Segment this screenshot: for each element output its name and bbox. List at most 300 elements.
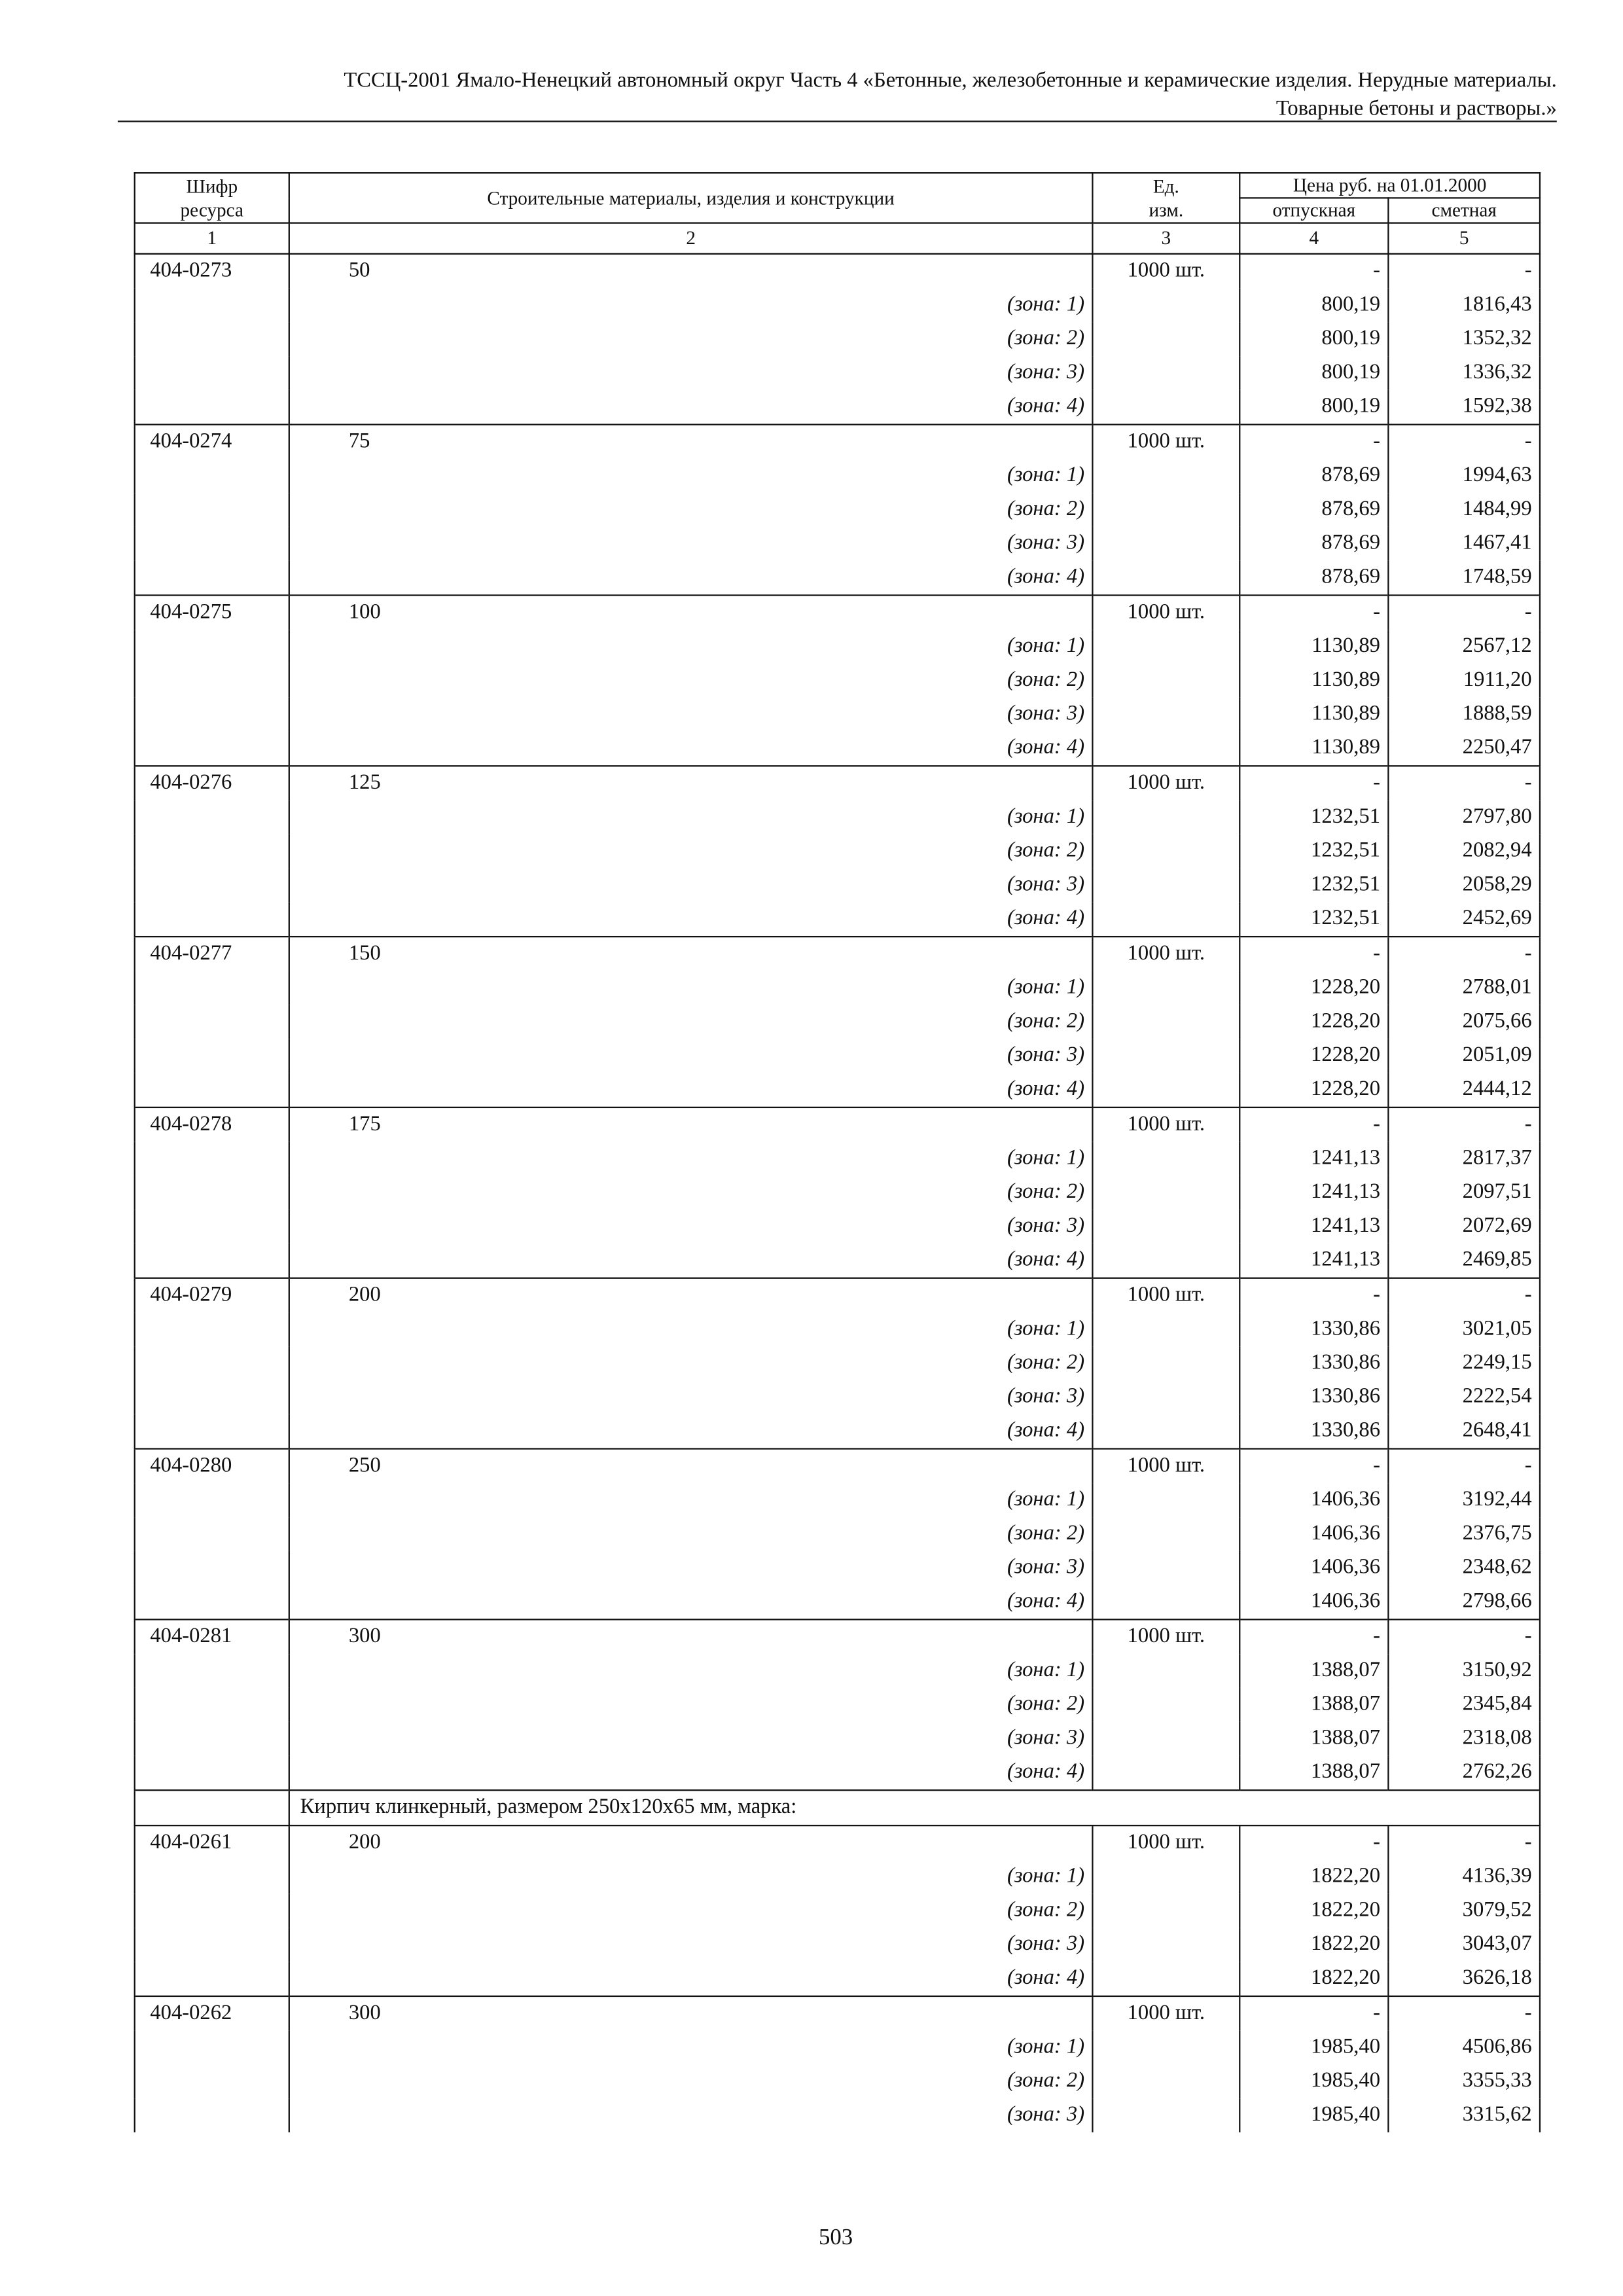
zone-label: (зона: 4) [289, 1414, 1093, 1449]
zone-label: (зона: 2) [289, 1688, 1093, 1722]
resource-unit: 1000 шт. [1092, 1107, 1240, 1142]
code-cell [135, 1585, 289, 1620]
column-header-unit: Ед. изм. [1092, 173, 1240, 223]
code-cell [135, 1244, 289, 1278]
release-price: 1241,13 [1240, 1142, 1388, 1176]
resource-unit: 1000 шт. [1092, 1278, 1240, 1313]
resource-row [135, 1278, 1540, 1313]
column-number: 3 [1092, 223, 1240, 254]
estimate-price: 2097,51 [1388, 1175, 1540, 1210]
code-cell [135, 561, 289, 596]
release-price: - [1240, 425, 1388, 459]
resource-row [135, 254, 1540, 289]
zone-row [135, 1244, 1540, 1278]
resource-unit: 1000 шт. [1092, 595, 1240, 630]
zone-row [135, 1755, 1540, 1790]
zone-row [135, 459, 1540, 493]
release-price: - [1240, 1278, 1388, 1313]
zone-row [135, 1142, 1540, 1176]
zone-row [135, 698, 1540, 732]
release-price: - [1240, 1825, 1388, 1860]
estimate-price: 2318,08 [1388, 1722, 1540, 1756]
zone-label: (зона: 4) [289, 1244, 1093, 1278]
code-cell [135, 1313, 289, 1347]
resource-row [135, 1107, 1540, 1142]
zone-row [135, 1517, 1540, 1551]
estimate-price: 3021,05 [1388, 1313, 1540, 1347]
code-cell [135, 698, 289, 732]
estimate-price: 2376,75 [1388, 1517, 1540, 1551]
unit-cell [1092, 1483, 1240, 1517]
resource-code: 404-0280 [135, 1449, 289, 1484]
release-price: 1822,20 [1240, 1962, 1388, 1996]
zone-label: (зона: 2) [289, 1894, 1093, 1928]
unit-cell [1092, 834, 1240, 869]
zone-row [135, 971, 1540, 1005]
release-price: 1228,20 [1240, 1005, 1388, 1039]
estimate-price: 2469,85 [1388, 1244, 1540, 1278]
resource-unit: 1000 шт. [1092, 254, 1240, 289]
zone-row [135, 1414, 1540, 1449]
zone-label: (зона: 1) [289, 800, 1093, 834]
zone-row [135, 289, 1540, 323]
zone-label: (зона: 3) [289, 1928, 1093, 1962]
release-price: 1388,07 [1240, 1654, 1388, 1688]
zone-label: (зона: 1) [289, 971, 1093, 1005]
resource-unit: 1000 шт. [1092, 1449, 1240, 1484]
unit-cell [1092, 1073, 1240, 1107]
resource-row [135, 1449, 1540, 1484]
estimate-price: - [1388, 766, 1540, 800]
release-price: 800,19 [1240, 289, 1388, 323]
code-cell [135, 459, 289, 493]
resource-code: 404-0274 [135, 425, 289, 459]
zone-label: (зона: 3) [289, 1722, 1093, 1756]
release-price: - [1240, 254, 1388, 289]
zone-label: (зона: 1) [289, 630, 1093, 664]
zone-row [135, 630, 1540, 664]
resource-name: 200 [289, 1278, 1093, 1313]
column-number-row [135, 223, 1540, 254]
estimate-price: 2788,01 [1388, 971, 1540, 1005]
release-price: 1228,20 [1240, 1073, 1388, 1107]
estimate-price: 1336,32 [1388, 356, 1540, 390]
resource-code: 404-0275 [135, 595, 289, 630]
zone-label: (зона: 4) [289, 731, 1093, 766]
estimate-price: 2075,66 [1388, 1005, 1540, 1039]
unit-cell [1092, 1962, 1240, 1996]
estimate-price: 2250,47 [1388, 731, 1540, 766]
estimate-price: 4136,39 [1388, 1860, 1540, 1894]
zone-row [135, 1962, 1540, 1996]
estimate-price: 2222,54 [1388, 1380, 1540, 1414]
header-line-2: Товарные бетоны и растворы.» [1275, 97, 1557, 121]
header-row [135, 173, 1540, 198]
zone-row [135, 1073, 1540, 1107]
unit-cell [1092, 698, 1240, 732]
unit-cell [1092, 527, 1240, 561]
zone-label: (зона: 3) [289, 1380, 1093, 1414]
estimate-price: 2567,12 [1388, 630, 1540, 664]
code-cell [135, 869, 289, 903]
release-price: 1406,36 [1240, 1517, 1388, 1551]
code-cell [135, 1414, 289, 1449]
unit-cell [1092, 869, 1240, 903]
zone-row [135, 1585, 1540, 1620]
zone-row [135, 869, 1540, 903]
release-price: 878,69 [1240, 561, 1388, 596]
estimate-price: - [1388, 1619, 1540, 1654]
resource-unit: 1000 шт. [1092, 1825, 1240, 1860]
code-cell [135, 1517, 289, 1551]
resource-row [135, 595, 1540, 630]
zone-row [135, 1722, 1540, 1756]
release-price: 800,19 [1240, 356, 1388, 390]
zone-label: (зона: 2) [289, 664, 1093, 698]
zone-row [135, 1210, 1540, 1244]
resource-code: 404-0262 [135, 1996, 289, 2031]
estimate-price: - [1388, 1825, 1540, 1860]
release-price: 1232,51 [1240, 834, 1388, 869]
unit-cell [1092, 1755, 1240, 1790]
estimate-price: 4506,86 [1388, 2031, 1540, 2065]
unit-cell [1092, 1585, 1240, 1620]
column-number: 5 [1388, 223, 1540, 254]
header-line-1: ТССЦ-2001 Ямало-Ненецкий автономный округ Часть 4 «Бетонные, железобетонные и керамические изделия. Нерудные материалы. [344, 69, 1557, 93]
estimate-price: 1911,20 [1388, 664, 1540, 698]
release-price: 1241,13 [1240, 1244, 1388, 1278]
release-price: - [1240, 1996, 1388, 2031]
unit-cell [1092, 390, 1240, 425]
estimate-price: 1888,59 [1388, 698, 1540, 732]
estimate-price: - [1388, 1107, 1540, 1142]
resource-unit: 1000 шт. [1092, 425, 1240, 459]
estimate-price: 1748,59 [1388, 561, 1540, 596]
estimate-price: 2058,29 [1388, 869, 1540, 903]
estimate-price: 3355,33 [1388, 2065, 1540, 2099]
unit-cell [1092, 289, 1240, 323]
resource-name: 150 [289, 937, 1093, 971]
code-cell [135, 1142, 289, 1176]
unit-cell [1092, 1517, 1240, 1551]
zone-row [135, 493, 1540, 527]
unit-cell [1092, 800, 1240, 834]
release-price: 1330,86 [1240, 1380, 1388, 1414]
code-cell [135, 1210, 289, 1244]
release-price: 1130,89 [1240, 630, 1388, 664]
zone-label: (зона: 3) [289, 698, 1093, 732]
estimate-price: - [1388, 1278, 1540, 1313]
release-price: - [1240, 1449, 1388, 1484]
release-price: 800,19 [1240, 322, 1388, 356]
zone-label: (зона: 1) [289, 1483, 1093, 1517]
code-cell [135, 2031, 289, 2065]
estimate-price: 3192,44 [1388, 1483, 1540, 1517]
unit-cell [1092, 561, 1240, 596]
estimate-price: 2051,09 [1388, 1039, 1540, 1073]
resource-name: 250 [289, 1449, 1093, 1484]
zone-row [135, 2065, 1540, 2099]
estimate-price: 2082,94 [1388, 834, 1540, 869]
estimate-price: 2452,69 [1388, 902, 1540, 937]
zone-label: (зона: 1) [289, 1313, 1093, 1347]
zone-row [135, 527, 1540, 561]
zone-row [135, 902, 1540, 937]
column-header-code: Шифр ресурса [135, 173, 289, 223]
zone-label: (зона: 3) [289, 2098, 1093, 2132]
code-cell [135, 1722, 289, 1756]
release-price: 1241,13 [1240, 1175, 1388, 1210]
release-price: 1822,20 [1240, 1928, 1388, 1962]
unit-cell [1092, 1346, 1240, 1380]
code-cell [135, 1654, 289, 1688]
release-price: 1232,51 [1240, 800, 1388, 834]
code-cell [135, 527, 289, 561]
unit-cell [1092, 1313, 1240, 1347]
estimate-price: - [1388, 1449, 1540, 1484]
code-cell [135, 834, 289, 869]
zone-label: (зона: 4) [289, 390, 1093, 425]
resource-unit: 1000 шт. [1092, 766, 1240, 800]
code-cell [135, 664, 289, 698]
code-cell [135, 1790, 289, 1825]
release-price: 878,69 [1240, 527, 1388, 561]
release-price: 1985,40 [1240, 2098, 1388, 2132]
page-number: 503 [818, 2225, 853, 2250]
estimate-price: 2817,37 [1388, 1142, 1540, 1176]
zone-label: (зона: 2) [289, 834, 1093, 869]
unit-cell [1092, 2098, 1240, 2132]
release-price: 800,19 [1240, 390, 1388, 425]
zone-row [135, 561, 1540, 596]
unit-cell [1092, 1928, 1240, 1962]
column-number: 4 [1240, 223, 1388, 254]
zone-label: (зона: 2) [289, 493, 1093, 527]
estimate-price: 2798,66 [1388, 1585, 1540, 1620]
category-row [135, 1790, 1540, 1825]
code-cell [135, 630, 289, 664]
release-price: 1985,40 [1240, 2031, 1388, 2065]
release-price: 1822,20 [1240, 1894, 1388, 1928]
table-body [135, 254, 1540, 2132]
code-cell [135, 902, 289, 937]
resource-code: 404-0278 [135, 1107, 289, 1142]
zone-row [135, 1894, 1540, 1928]
zone-row [135, 322, 1540, 356]
code-cell [135, 322, 289, 356]
zone-row [135, 2098, 1540, 2132]
zone-label: (зона: 3) [289, 1551, 1093, 1585]
header-rule [118, 120, 1557, 122]
estimate-price: 3043,07 [1388, 1928, 1540, 1962]
zone-row [135, 1175, 1540, 1210]
code-cell [135, 1483, 289, 1517]
resource-row [135, 766, 1540, 800]
zone-row [135, 1346, 1540, 1380]
zone-label: (зона: 2) [289, 1346, 1093, 1380]
code-cell [135, 493, 289, 527]
code-cell [135, 1962, 289, 1996]
release-price: 1330,86 [1240, 1414, 1388, 1449]
unit-cell [1092, 664, 1240, 698]
zone-row [135, 1380, 1540, 1414]
release-price: - [1240, 1107, 1388, 1142]
release-price: - [1240, 595, 1388, 630]
estimate-price: - [1388, 595, 1540, 630]
zone-label: (зона: 1) [289, 1654, 1093, 1688]
code-cell [135, 1346, 289, 1380]
release-price: 1406,36 [1240, 1483, 1388, 1517]
resource-code: 404-0277 [135, 937, 289, 971]
zone-label: (зона: 1) [289, 289, 1093, 323]
code-cell [135, 1175, 289, 1210]
code-cell [135, 1894, 289, 1928]
estimate-price: 2249,15 [1388, 1346, 1540, 1380]
unit-cell [1092, 971, 1240, 1005]
unit-cell [1092, 1142, 1240, 1176]
zone-label: (зона: 4) [289, 1585, 1093, 1620]
estimate-price: - [1388, 937, 1540, 971]
release-price: 1130,89 [1240, 664, 1388, 698]
release-price: 1388,07 [1240, 1688, 1388, 1722]
release-price: 1985,40 [1240, 2065, 1388, 2099]
unit-cell [1092, 1860, 1240, 1894]
unit-cell [1092, 1551, 1240, 1585]
unit-cell [1092, 2065, 1240, 2099]
zone-row [135, 1005, 1540, 1039]
resource-code: 404-0273 [135, 254, 289, 289]
code-cell [135, 390, 289, 425]
unit-cell [1092, 1380, 1240, 1414]
unit-cell [1092, 1688, 1240, 1722]
resource-row [135, 1825, 1540, 1860]
release-price: 1406,36 [1240, 1551, 1388, 1585]
code-cell [135, 356, 289, 390]
zone-row [135, 2031, 1540, 2065]
resource-row [135, 937, 1540, 971]
unit-cell [1092, 1005, 1240, 1039]
resource-code: 404-0281 [135, 1619, 289, 1654]
resource-code: 404-0276 [135, 766, 289, 800]
code-cell [135, 1380, 289, 1414]
estimate-price: 2072,69 [1388, 1210, 1540, 1244]
estimate-price: 1352,32 [1388, 322, 1540, 356]
code-cell [135, 2098, 289, 2132]
release-price: - [1240, 1619, 1388, 1654]
estimate-price: 1592,38 [1388, 390, 1540, 425]
unit-cell [1092, 459, 1240, 493]
estimate-price: 3315,62 [1388, 2098, 1540, 2132]
zone-row [135, 800, 1540, 834]
resource-code: 404-0279 [135, 1278, 289, 1313]
unit-cell [1092, 322, 1240, 356]
zone-row [135, 834, 1540, 869]
code-cell [135, 2065, 289, 2099]
estimate-price: - [1388, 425, 1540, 459]
release-price: 1388,07 [1240, 1755, 1388, 1790]
zone-row [135, 1860, 1540, 1894]
zone-label: (зона: 2) [289, 1005, 1093, 1039]
estimate-price: 1994,63 [1388, 459, 1540, 493]
code-cell [135, 289, 289, 323]
resource-name: 100 [289, 595, 1093, 630]
zone-label: (зона: 1) [289, 1142, 1093, 1176]
release-price: 1822,20 [1240, 1860, 1388, 1894]
estimate-price: 2444,12 [1388, 1073, 1540, 1107]
resource-name: 300 [289, 1619, 1093, 1654]
zone-row [135, 1688, 1540, 1722]
resource-code: 404-0261 [135, 1825, 289, 1860]
document-header [118, 67, 1557, 123]
unit-cell [1092, 630, 1240, 664]
resource-name: 175 [289, 1107, 1093, 1142]
estimate-price: 2762,26 [1388, 1755, 1540, 1790]
resource-name: 125 [289, 766, 1093, 800]
column-number: 1 [135, 223, 289, 254]
unit-cell [1092, 1244, 1240, 1278]
code-cell [135, 971, 289, 1005]
code-cell [135, 800, 289, 834]
unit-cell [1092, 1175, 1240, 1210]
resource-name: 300 [289, 1996, 1093, 2031]
estimate-price: 2348,62 [1388, 1551, 1540, 1585]
zone-label: (зона: 3) [289, 356, 1093, 390]
resource-unit: 1000 шт. [1092, 1619, 1240, 1654]
zone-label: (зона: 3) [289, 1210, 1093, 1244]
estimate-price: 3079,52 [1388, 1894, 1540, 1928]
release-price: 878,69 [1240, 459, 1388, 493]
resource-name: 50 [289, 254, 1093, 289]
zone-label: (зона: 2) [289, 1517, 1093, 1551]
column-header-release: отпускная [1240, 198, 1388, 223]
release-price: - [1240, 766, 1388, 800]
estimate-price: - [1388, 1996, 1540, 2031]
zone-row [135, 356, 1540, 390]
estimate-price: 2797,80 [1388, 800, 1540, 834]
release-price: 1406,36 [1240, 1585, 1388, 1620]
code-cell [135, 1928, 289, 1962]
release-price: 1330,86 [1240, 1313, 1388, 1347]
release-price: 1228,20 [1240, 971, 1388, 1005]
code-cell [135, 1073, 289, 1107]
resource-name: 200 [289, 1825, 1093, 1860]
code-cell [135, 1688, 289, 1722]
code-cell [135, 1860, 289, 1894]
price-table [134, 172, 1541, 2132]
zone-label: (зона: 2) [289, 2065, 1093, 2099]
zone-label: (зона: 4) [289, 1755, 1093, 1790]
zone-label: (зона: 2) [289, 1175, 1093, 1210]
zone-label: (зона: 4) [289, 902, 1093, 937]
unit-cell [1092, 1722, 1240, 1756]
code-cell [135, 1551, 289, 1585]
column-header-estimate: сметная [1388, 198, 1540, 223]
zone-row [135, 1551, 1540, 1585]
code-cell [135, 1005, 289, 1039]
zone-row [135, 390, 1540, 425]
zone-label: (зона: 4) [289, 561, 1093, 596]
unit-cell [1092, 1210, 1240, 1244]
zone-label: (зона: 1) [289, 2031, 1093, 2065]
zone-row [135, 1928, 1540, 1962]
release-price: 1232,51 [1240, 902, 1388, 937]
estimate-price: 1816,43 [1388, 289, 1540, 323]
zone-label: (зона: 3) [289, 527, 1093, 561]
zone-row [135, 664, 1540, 698]
unit-cell [1092, 731, 1240, 766]
release-price: 1388,07 [1240, 1722, 1388, 1756]
unit-cell [1092, 1654, 1240, 1688]
